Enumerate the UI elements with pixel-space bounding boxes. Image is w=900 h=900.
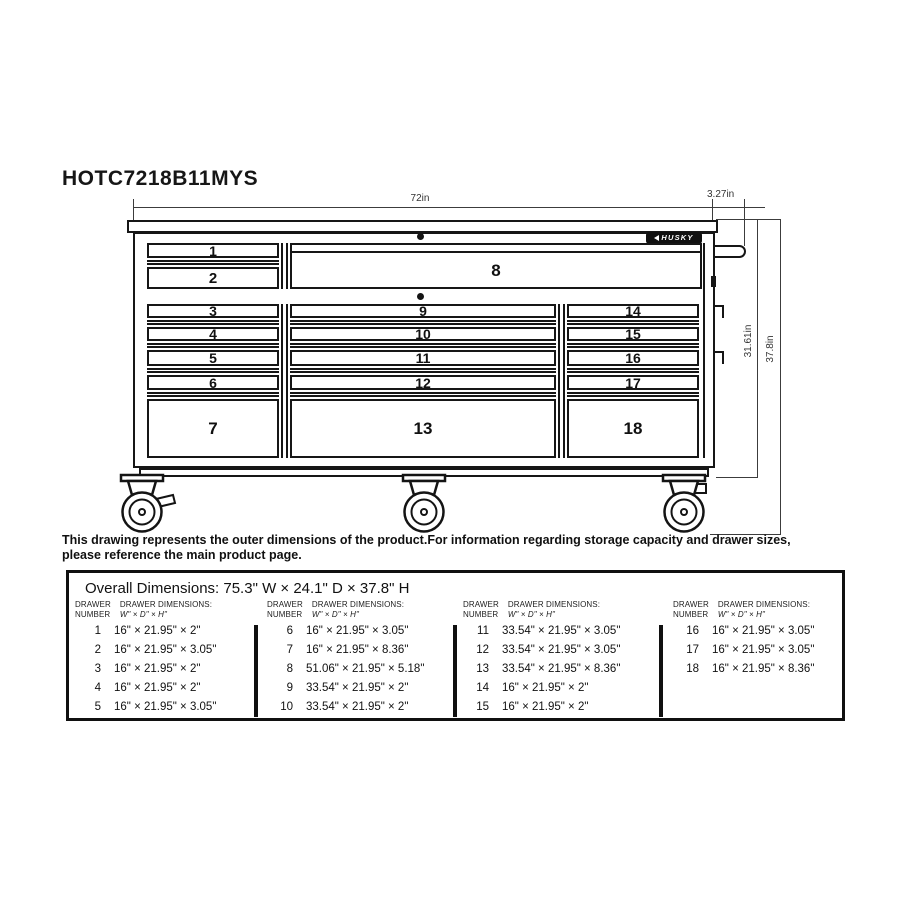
- drawer-6: 6: [147, 375, 279, 390]
- table-row: [267, 698, 449, 717]
- side-bracket-upper: [715, 305, 724, 318]
- disclaimer-line-2: please reference the main product page.: [62, 547, 302, 562]
- drawer-9: 9: [290, 304, 556, 318]
- drawer-number-cell: 9: [286, 682, 293, 695]
- drawer-number-cell: 11: [477, 625, 489, 638]
- drawer-dimensions-cell: 16" × 21.95" × 2": [114, 663, 201, 676]
- drawer-dimensions-header: DRAWER DIMENSIONS: W" × D" × H": [507, 600, 601, 619]
- lock-keyhole-top: [417, 233, 424, 240]
- drawer-dimensions-cell: 33.54" × 21.95" × 3.05": [502, 644, 621, 657]
- drawer-2: 2: [147, 267, 279, 289]
- table-group-4: [671, 573, 843, 718]
- table-separator: [453, 625, 457, 717]
- table-group-2: [265, 573, 449, 718]
- disclaimer-line-1: This drawing represents the outer dimensions of the product.For information regarding storage capacity and drawer sizes,: [62, 533, 791, 547]
- drawer-10: 10: [290, 327, 556, 341]
- drawer-number-cell: 6: [286, 625, 293, 638]
- drawer-3: 3: [147, 304, 279, 318]
- drawer-4: 4: [147, 327, 279, 341]
- table-rows: [673, 622, 843, 679]
- drawer-slat: [567, 343, 699, 348]
- husky-logo-text: HUSKY: [661, 232, 694, 242]
- divider-post-lower-right: [558, 304, 565, 458]
- lock-keyhole-middle: [417, 293, 424, 300]
- table-row: [267, 622, 449, 641]
- drawer-number-cell: 2: [94, 644, 101, 657]
- lower-middle-column: [290, 304, 556, 458]
- drawer-number-cell: 4: [94, 682, 101, 695]
- table-row: [463, 679, 655, 698]
- drawer-15: 15: [567, 327, 699, 341]
- drawer-dimensions-cell: 16" × 21.95" × 2": [502, 682, 589, 695]
- drawer-dimensions-cell: 16" × 21.95" × 3.05": [712, 644, 815, 657]
- drawer-number-cell: 12: [476, 644, 489, 657]
- table-row: [75, 660, 251, 679]
- drawer-dimensions-cell: 33.54" × 21.95" × 2": [306, 701, 409, 713]
- table-group-1: [73, 573, 251, 718]
- table-group-header: [75, 600, 212, 619]
- drawer-17: 17: [567, 375, 699, 390]
- drawer-lip-line: [292, 251, 700, 253]
- drawer-dimensions-cell: 33.54" × 21.95" × 8.36": [502, 663, 621, 676]
- spec-table: [66, 570, 845, 721]
- table-row: [463, 622, 655, 641]
- table-rows: [75, 622, 251, 716]
- dim-handle-label: 3.27in: [707, 189, 735, 200]
- disclaimer-text: [62, 533, 872, 562]
- dim-width-label: 72in: [410, 193, 430, 204]
- drawer-8-label: 8: [491, 261, 501, 280]
- table-group-header: [267, 600, 404, 619]
- drawer-number-cell: 8: [286, 663, 293, 676]
- side-hinge-mark: [711, 276, 716, 287]
- table-row: [463, 641, 655, 660]
- drawer-1: 1: [147, 243, 279, 258]
- divider-post-lower-left: [281, 304, 288, 458]
- drawer-slat: [147, 320, 279, 325]
- table-row: [673, 622, 843, 641]
- drawer-number-cell: 16: [686, 625, 699, 638]
- drawer-8: [290, 243, 702, 289]
- divider-post-top: [281, 243, 288, 289]
- drawer-dimensions-cell: 33.54" × 21.95" × 3.05": [502, 625, 621, 638]
- drawer-number-header: DRAWER NUMBER: [75, 600, 111, 619]
- table-group-header: [463, 600, 600, 619]
- drawer-dimensions-cell: 33.54" × 21.95" × 2": [306, 682, 409, 695]
- drawer-14: 14: [567, 304, 699, 318]
- drawer-dimensions-cell: 16" × 21.95" × 8.36": [306, 644, 409, 657]
- drawer-number-cell: 10: [280, 701, 293, 713]
- drawer-18: 18: [567, 399, 699, 458]
- dim-tick-inner-bottom: [716, 477, 758, 478]
- table-row: [463, 660, 655, 679]
- table-row: [673, 660, 843, 679]
- drawer-dimensions-cell: 16" × 21.95" × 3.05": [306, 625, 409, 638]
- dim-ext-line-handle: [744, 199, 745, 246]
- drawer-slat: [567, 320, 699, 325]
- drawer-number-header: DRAWER NUMBER: [267, 600, 303, 619]
- drawer-number-header: DRAWER NUMBER: [673, 600, 709, 619]
- drawer-dimensions-cell: 16" × 21.95" × 2": [114, 625, 201, 638]
- dim-handle-line: [713, 207, 765, 208]
- drawer-dimensions-cell: 51.06" × 21.95" × 5.18": [306, 663, 425, 676]
- page-title: HOTC7218B11MYS: [62, 167, 259, 190]
- lower-left-column: [147, 304, 279, 458]
- inner-right-wall-line: [703, 243, 705, 458]
- drawer-5: 5: [147, 350, 279, 366]
- lower-right-column: [567, 304, 699, 458]
- husky-arrow-icon: [654, 235, 659, 241]
- table-group-3: [461, 573, 655, 718]
- table-separator: [659, 625, 663, 717]
- table-group-header: [673, 600, 810, 619]
- drawer-dimensions-header: DRAWER DIMENSIONS: W" × D" × H": [311, 600, 405, 619]
- drawer-slat: [290, 392, 556, 397]
- dim-width-line: [133, 207, 713, 208]
- overall-dimensions: Overall Dimensions: 75.3" W × 24.1" D × 37.8" H: [85, 580, 410, 597]
- dim-ext-line-right: [712, 199, 713, 220]
- dim-inner-height-label: 31.61in: [743, 324, 754, 358]
- drawer-number-cell: 1: [94, 625, 101, 638]
- side-bracket-lower: [715, 351, 724, 364]
- husky-logo: [646, 232, 702, 244]
- table-separator: [254, 625, 258, 717]
- drawer-slat: [147, 368, 279, 373]
- table-row: [267, 679, 449, 698]
- drawer-slat: [147, 343, 279, 348]
- table-row: [75, 641, 251, 660]
- dim-outer-height-line: [780, 219, 781, 535]
- drawer-number-header: DRAWER NUMBER: [463, 600, 499, 619]
- dim-connector-top: [716, 219, 781, 220]
- drawer-slat: [147, 392, 279, 397]
- drawer-dimensions-cell: 16" × 21.95" × 3.05": [114, 644, 217, 657]
- table-row: [673, 641, 843, 660]
- drawer-slat: [567, 392, 699, 397]
- table-row: [463, 698, 655, 717]
- drawer-16: 16: [567, 350, 699, 366]
- drawer-dimensions-cell: 16" × 21.95" × 2": [502, 701, 589, 713]
- drawer-slat: [147, 260, 279, 265]
- drawer-dimensions-header: DRAWER DIMENSIONS: W" × D" × H": [717, 600, 811, 619]
- side-handle: [713, 245, 746, 258]
- drawer-number-cell: 15: [476, 701, 489, 713]
- drawer-dimensions-cell: 16" × 21.95" × 8.36": [712, 663, 815, 676]
- table-row: [75, 698, 251, 717]
- top-left-drawer-block: [147, 243, 279, 289]
- table-rows: [267, 622, 449, 716]
- dim-ext-line-left: [133, 199, 134, 220]
- drawer-number-cell: 3: [94, 663, 101, 676]
- table-row: [267, 641, 449, 660]
- table-rows: [463, 622, 655, 716]
- drawer-number-cell: 13: [476, 663, 489, 676]
- drawer-slat: [290, 368, 556, 373]
- drawer-number-cell: 18: [686, 663, 699, 676]
- drawer-dimensions-cell: 16" × 21.95" × 2": [114, 682, 201, 695]
- drawer-7: 7: [147, 399, 279, 458]
- dim-outer-height-label: 37.8in: [765, 335, 776, 363]
- drawer-11: 11: [290, 350, 556, 366]
- drawer-dimensions-header: DRAWER DIMENSIONS: W" × D" × H": [119, 600, 213, 619]
- drawer-dimensions-cell: 16" × 21.95" × 3.05": [712, 625, 815, 638]
- drawer-number-cell: 7: [286, 644, 293, 657]
- table-row: [75, 622, 251, 641]
- caster-left: [101, 473, 185, 535]
- drawer-slat: [290, 320, 556, 325]
- caster-middle: [383, 473, 467, 535]
- table-row: [75, 679, 251, 698]
- dim-inner-height-line: [757, 219, 758, 478]
- drawer-number-cell: 5: [94, 701, 101, 713]
- table-row: [267, 660, 449, 679]
- drawer-number-cell: 14: [476, 682, 489, 695]
- drawer-slat: [290, 343, 556, 348]
- caster-right: [643, 473, 727, 535]
- drawer-13: 13: [290, 399, 556, 458]
- drawer-dimensions-cell: 16" × 21.95" × 3.05": [114, 701, 217, 713]
- drawer-slat: [567, 368, 699, 373]
- drawer-12: 12: [290, 375, 556, 390]
- drawer-number-cell: 17: [686, 644, 699, 657]
